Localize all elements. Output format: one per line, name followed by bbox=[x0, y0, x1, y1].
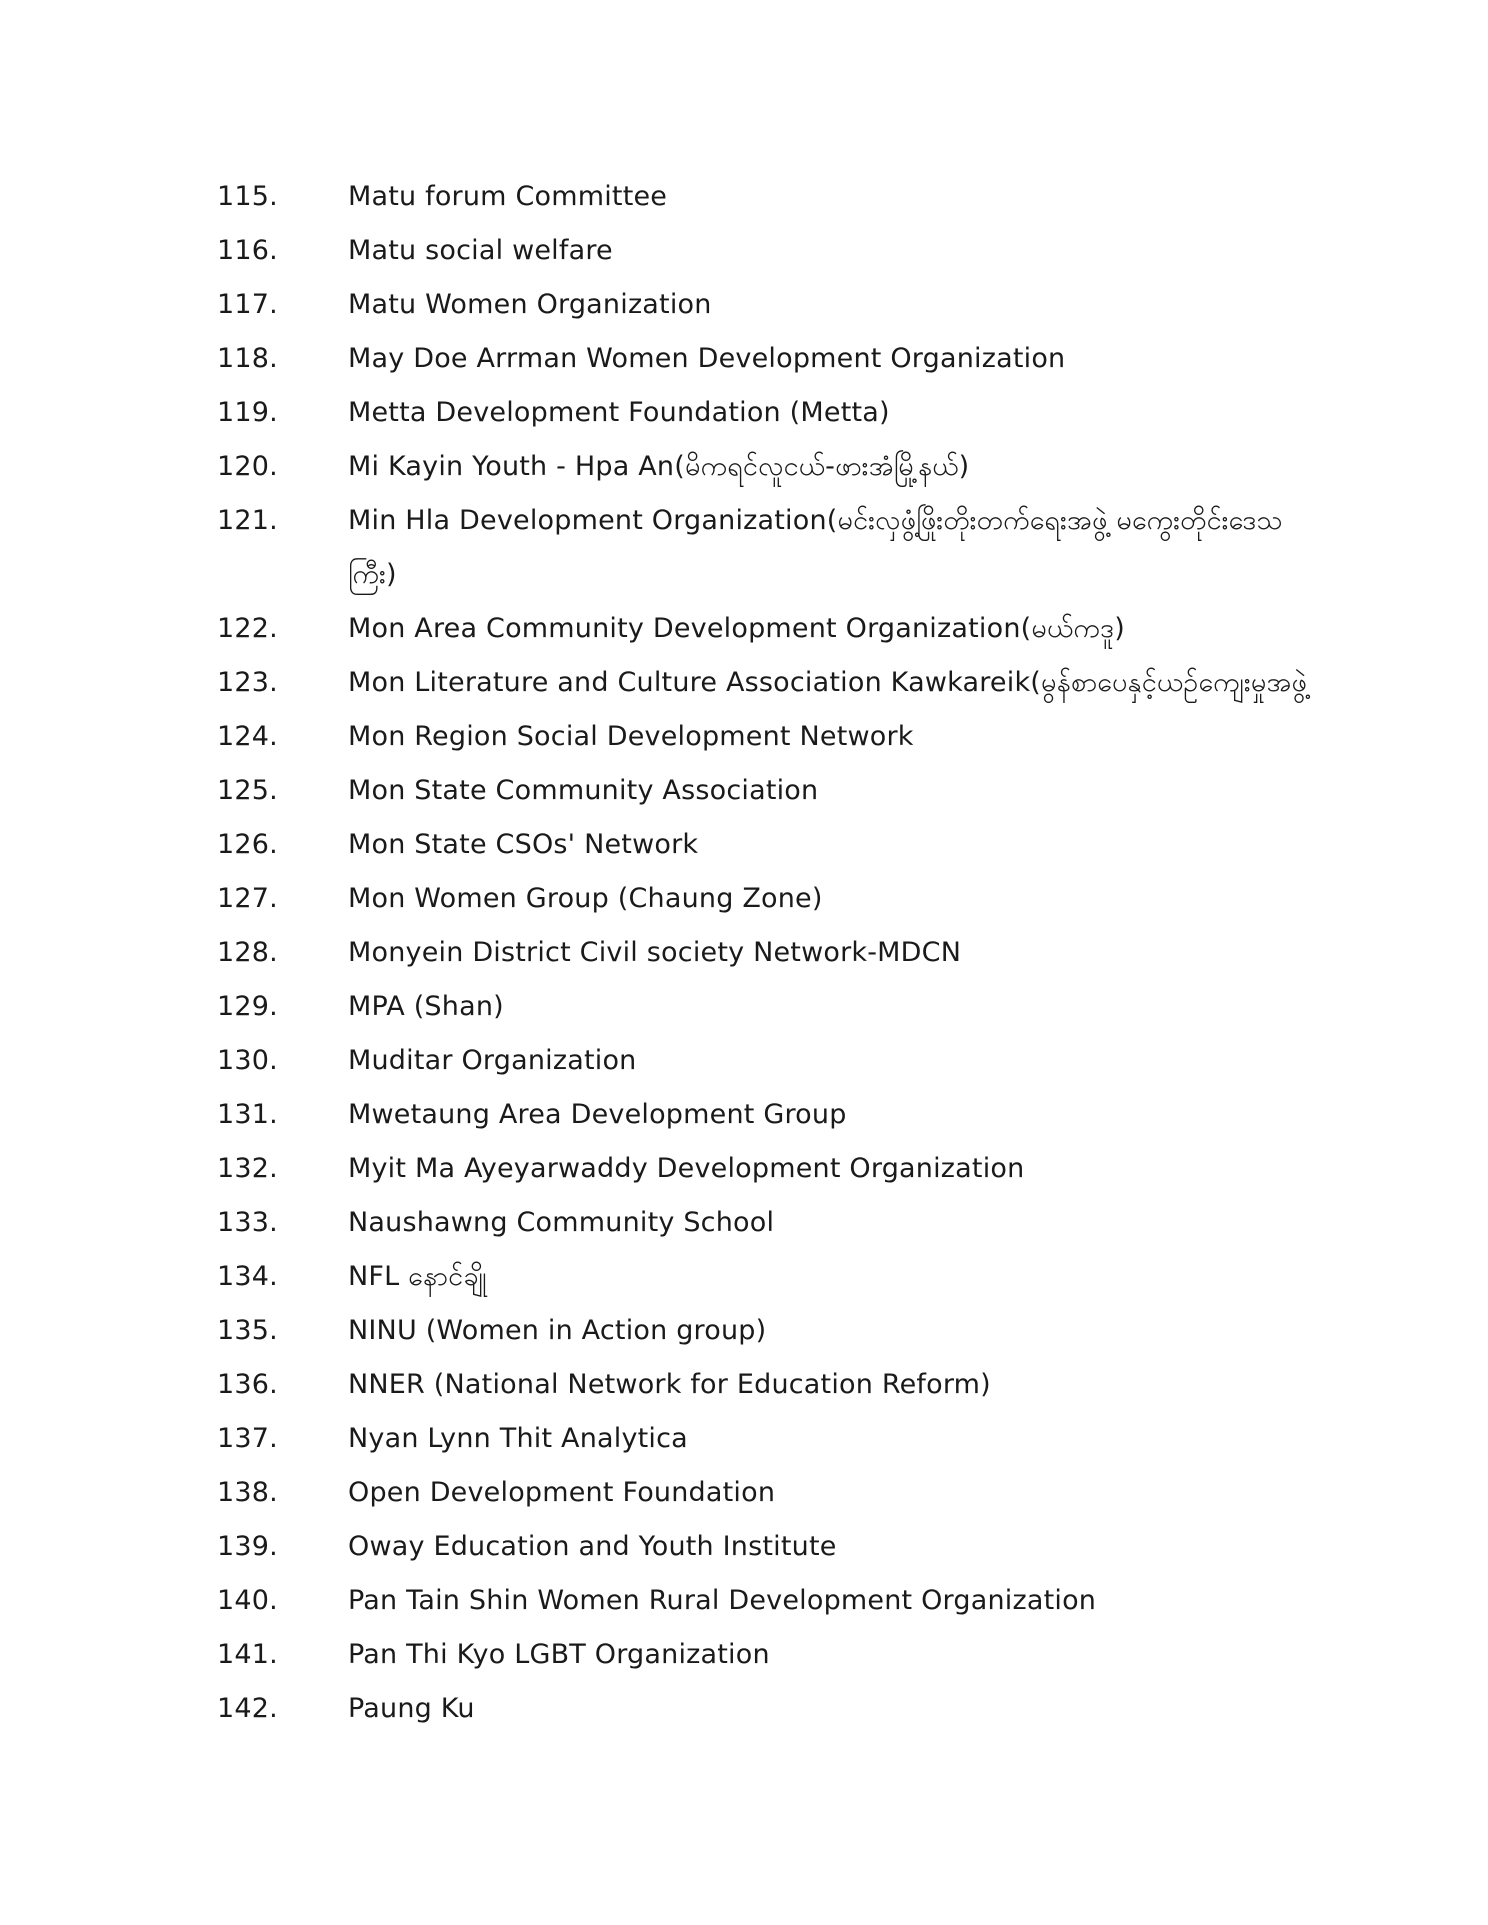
item-number: 135. bbox=[217, 1315, 278, 1346]
list-item bbox=[0, 278, 1488, 332]
item-number: 139. bbox=[217, 1531, 278, 1562]
organization-name: MPA (Shan) bbox=[348, 991, 504, 1022]
list-item bbox=[0, 1304, 1488, 1358]
list-item bbox=[0, 710, 1488, 764]
list-item bbox=[0, 656, 1488, 710]
list-item bbox=[0, 170, 1488, 224]
organization-name: Paung Ku bbox=[348, 1693, 475, 1724]
list-item bbox=[0, 1466, 1488, 1520]
list-item bbox=[0, 1142, 1488, 1196]
item-number: 140. bbox=[217, 1585, 278, 1616]
organization-name: Myit Ma Ayeyarwaddy Development Organization bbox=[348, 1153, 1025, 1184]
list-item bbox=[0, 1196, 1488, 1250]
organization-name: Naushawng Community School bbox=[348, 1207, 775, 1238]
list-item bbox=[0, 1628, 1488, 1682]
list-item bbox=[0, 980, 1488, 1034]
list-item bbox=[0, 1574, 1488, 1628]
item-number: 117. bbox=[217, 289, 278, 320]
list-item bbox=[0, 1250, 1488, 1304]
list-item bbox=[0, 1034, 1488, 1088]
list-item bbox=[0, 764, 1488, 818]
item-number: 137. bbox=[217, 1423, 278, 1454]
list-item bbox=[0, 602, 1488, 656]
item-number: 126. bbox=[217, 829, 278, 860]
organization-name: Mi Kayin Youth - Hpa An(မိကရင်လူငယ်-ဖားအံမြို့နယ်) bbox=[348, 451, 970, 482]
organization-name: Oway Education and Youth Institute bbox=[348, 1531, 837, 1562]
organization-name: NFL နောင်ချို bbox=[348, 1261, 487, 1292]
list-item bbox=[0, 872, 1488, 926]
organization-name: Pan Tain Shin Women Rural Development Organization bbox=[348, 1585, 1097, 1616]
organization-name: Mon Area Community Development Organization(မယ်ကဒူ) bbox=[348, 613, 1126, 644]
item-number: 119. bbox=[217, 397, 278, 428]
organization-name: Mon State CSOs' Network bbox=[348, 829, 699, 860]
item-number: 130. bbox=[217, 1045, 278, 1076]
list-item bbox=[0, 926, 1488, 980]
organization-name: Nyan Lynn Thit Analytica bbox=[348, 1423, 688, 1454]
organization-name: Open Development Foundation bbox=[348, 1477, 776, 1508]
item-number: 124. bbox=[217, 721, 278, 752]
item-number: 115. bbox=[217, 181, 278, 212]
list-item bbox=[0, 332, 1488, 386]
list-item bbox=[0, 1088, 1488, 1142]
organization-name: Mwetaung Area Development Group bbox=[348, 1099, 847, 1130]
organization-name: Mon Region Social Development Network bbox=[348, 721, 914, 752]
organization-name: May Doe Arrman Women Development Organization bbox=[348, 343, 1066, 374]
item-number: 122. bbox=[217, 613, 278, 644]
item-number: 128. bbox=[217, 937, 278, 968]
item-number: 118. bbox=[217, 343, 278, 374]
item-number: 131. bbox=[217, 1099, 278, 1130]
list-item bbox=[0, 224, 1488, 278]
organization-name: Metta Development Foundation (Metta) bbox=[348, 397, 890, 428]
item-number: 116. bbox=[217, 235, 278, 266]
list-item bbox=[0, 1412, 1488, 1466]
list-item bbox=[0, 1682, 1488, 1736]
organization-name: Mon Literature and Culture Association Kawkareik(မွန်စာပေနှင့်ယဉ်ကျေးမှုအဖွဲ့ bbox=[348, 667, 1308, 698]
list-item bbox=[0, 1358, 1488, 1412]
item-number: 136. bbox=[217, 1369, 278, 1400]
item-number: 141. bbox=[217, 1639, 278, 1670]
list-item bbox=[0, 1520, 1488, 1574]
item-number: 125. bbox=[217, 775, 278, 806]
item-number: 132. bbox=[217, 1153, 278, 1184]
organization-name: Pan Thi Kyo LGBT Organization bbox=[348, 1639, 770, 1670]
item-number: 142. bbox=[217, 1693, 278, 1724]
organization-name: Matu forum Committee bbox=[348, 181, 668, 212]
item-number: 127. bbox=[217, 883, 278, 914]
organization-name: Matu social welfare bbox=[348, 235, 613, 266]
organization-name: Mon State Community Association bbox=[348, 775, 819, 806]
organization-name: Monyein District Civil society Network-MDCN bbox=[348, 937, 962, 968]
list-item bbox=[0, 386, 1488, 440]
item-number: 134. bbox=[217, 1261, 278, 1292]
list-item bbox=[0, 440, 1488, 494]
organization-name: NNER (National Network for Education Reform) bbox=[348, 1369, 991, 1400]
organization-name: NINU (Women in Action group) bbox=[348, 1315, 767, 1346]
item-number: 138. bbox=[217, 1477, 278, 1508]
organization-name: Min Hla Development Organization(မင်းလှဖွံ့ဖြိုးတိုးတက်ရေးအဖွဲ့ မကွေးတိုင်းဒေသကြီး) bbox=[348, 505, 1283, 590]
item-number: 123. bbox=[217, 667, 278, 698]
organization-name: Matu Women Organization bbox=[348, 289, 712, 320]
organization-name: Muditar Organization bbox=[348, 1045, 637, 1076]
item-number: 133. bbox=[217, 1207, 278, 1238]
list-item bbox=[0, 818, 1488, 872]
organization-list bbox=[0, 170, 1488, 1736]
organization-name: Mon Women Group (Chaung Zone) bbox=[348, 883, 823, 914]
list-item bbox=[0, 494, 1488, 602]
item-number: 129. bbox=[217, 991, 278, 1022]
item-number: 121. bbox=[217, 505, 278, 536]
item-number: 120. bbox=[217, 451, 278, 482]
